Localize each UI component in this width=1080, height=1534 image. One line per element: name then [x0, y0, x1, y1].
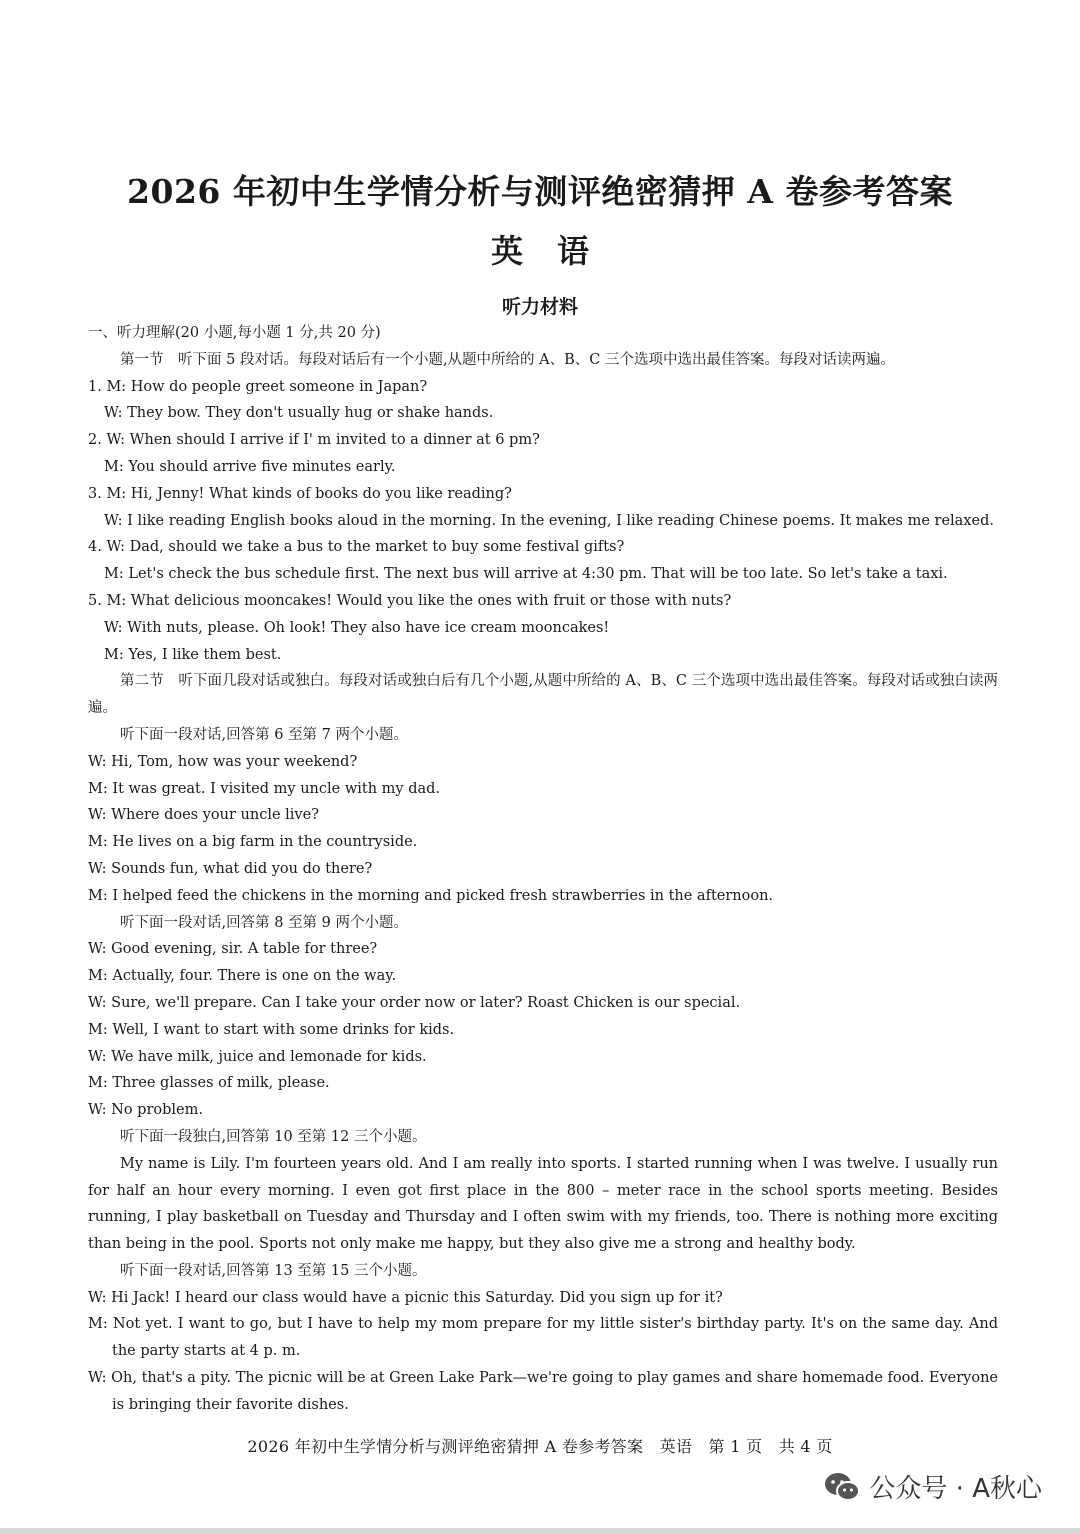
dialog-line: M: It was great. I visited my uncle with my dad. — [88, 780, 441, 797]
watermark-text: 公众号 · A秋心 — [869, 1474, 1042, 1504]
dialog-line: 3. M: Hi, Jenny! What kinds of books do you like reading? — [88, 485, 512, 502]
watermark — [823, 1468, 1042, 1505]
dialog-line: W: I like reading English books aloud in the morning. In the evening, I like reading Chinese poems. It makes me relaxed. — [104, 512, 994, 529]
dialog3-intro: 听下面一段对话,回答第 13 至第 15 三个小题。 — [120, 1262, 427, 1279]
dialog-line: W: They bow. They don't usually hug or shake hands. — [104, 405, 494, 422]
page-title: 2026 年初中生学情分析与测评绝密猜押 A 卷参考答案 — [127, 172, 953, 211]
dialog-line: M: Actually, four. There is one on the way. — [88, 968, 397, 985]
part2-intro: 第二节 听下面几段对话或独白。每段对话或独白后有几个小题,从题中所给的 A、B、C 三个选项中选出最佳答案。每段对话或独白读两遍。 — [88, 673, 998, 717]
dialog1-lines — [88, 749, 998, 910]
dialog-line: W: Good evening, sir. A table for three? — [88, 941, 378, 958]
dialog-line: W: With nuts, please. Oh look! They also have ice cream mooncakes! — [104, 619, 610, 636]
dialog-line: W: Where does your uncle live? — [88, 807, 319, 824]
monologue-text: My name is Lily. I'm fourteen years old. And I am really into sports. I started running when I was twelve. I usually run for half an hour every morning. I even got first place in the 800 – meter race in the school sports meeting. Besides running, I play basketball on Tuesday and Thursday and I often swim with my friends, too. There is nothing more exciting than being in the pool. Sports not only make me happy, but they also give me a strong and healthy body. — [88, 1155, 998, 1253]
dialog-line: M: Not yet. I want to go, but I have to help my mom prepare for my little sister's birthday party. It's on the same day. And the party starts at 4 p. m. — [88, 1316, 998, 1360]
dialog-line: M: Yes, I like them best. — [104, 646, 282, 663]
section-title: 一、听力理解(20 小题,每小题 1 分,共 20 分) — [88, 325, 381, 341]
dialog-line: W: Sure, we'll prepare. Can I take your order now or later? Roast Chicken is our special. — [88, 994, 741, 1011]
dialog-line: M: Well, I want to start with some drinks for kids. — [88, 1021, 455, 1038]
dialog1-intro: 听下面一段对话,回答第 6 至第 7 两个小题。 — [120, 726, 408, 743]
subject-title: 英语 — [490, 232, 623, 270]
dialog-line: 5. M: What delicious mooncakes! Would you like the ones with fruit or those with nuts? — [88, 592, 732, 609]
dialog3-lines — [88, 1285, 998, 1419]
dialog-line: W: No problem. — [88, 1102, 203, 1119]
dialog-line: M: You should arrive five minutes early. — [104, 458, 396, 475]
dialog-line: W: Sounds fun, what did you do there? — [88, 860, 373, 877]
dialog-line: W: Hi, Tom, how was your weekend? — [88, 753, 358, 770]
dialog-line: W: Hi Jack! I heard our class would have a picnic this Saturday. Did you sign up for it? — [88, 1289, 723, 1306]
monologue-intro: 听下面一段独白,回答第 10 至第 12 三个小题。 — [120, 1128, 427, 1145]
part1-dialogs — [88, 374, 998, 669]
dialog-line: W: Oh, that's a pity. The picnic will be at Green Lake Park—we're going to play games and share homemade food. Everyone is bringing their favorite dishes. — [88, 1370, 998, 1413]
dialog-line: M: Let's check the bus schedule first. The next bus will arrive at 4:30 pm. That will be too late. So let's take a taxi. — [104, 566, 948, 583]
dialog-line: M: I helped feed the chickens in the morning and picked fresh strawberries in the afternoon. — [88, 887, 774, 904]
listening-material — [88, 320, 998, 1419]
wechat-icon — [823, 1471, 861, 1503]
dialog2-lines — [88, 936, 998, 1124]
section-heading: 听力材料 — [501, 296, 578, 318]
dialog-line: 4. W: Dad, should we take a bus to the market to buy some festival gifts? — [88, 539, 625, 556]
page-edge — [0, 1528, 1080, 1534]
part1-intro: 第一节 听下面 5 段对话。每段对话后有一个小题,从题中所给的 A、B、C 三个选项中选出最佳答案。每段对话读两遍。 — [120, 351, 895, 368]
dialog-line: M: He lives on a big farm in the countryside. — [88, 834, 418, 851]
dialog-line: 2. W: When should I arrive if I' m invited to a dinner at 6 pm? — [88, 432, 540, 449]
dialog-line: W: We have milk, juice and lemonade for kids. — [88, 1048, 427, 1065]
dialog-line: M: Three glasses of milk, please. — [88, 1075, 330, 1092]
dialog2-intro: 听下面一段对话,回答第 8 至第 9 两个小题。 — [120, 914, 408, 931]
dialog-line: 1. M: How do people greet someone in Japan? — [88, 378, 428, 395]
page-footer: 2026 年初中生学情分析与测评绝密猜押 A 卷参考答案 英语 第 1 页 共 4 页 — [247, 1437, 833, 1456]
